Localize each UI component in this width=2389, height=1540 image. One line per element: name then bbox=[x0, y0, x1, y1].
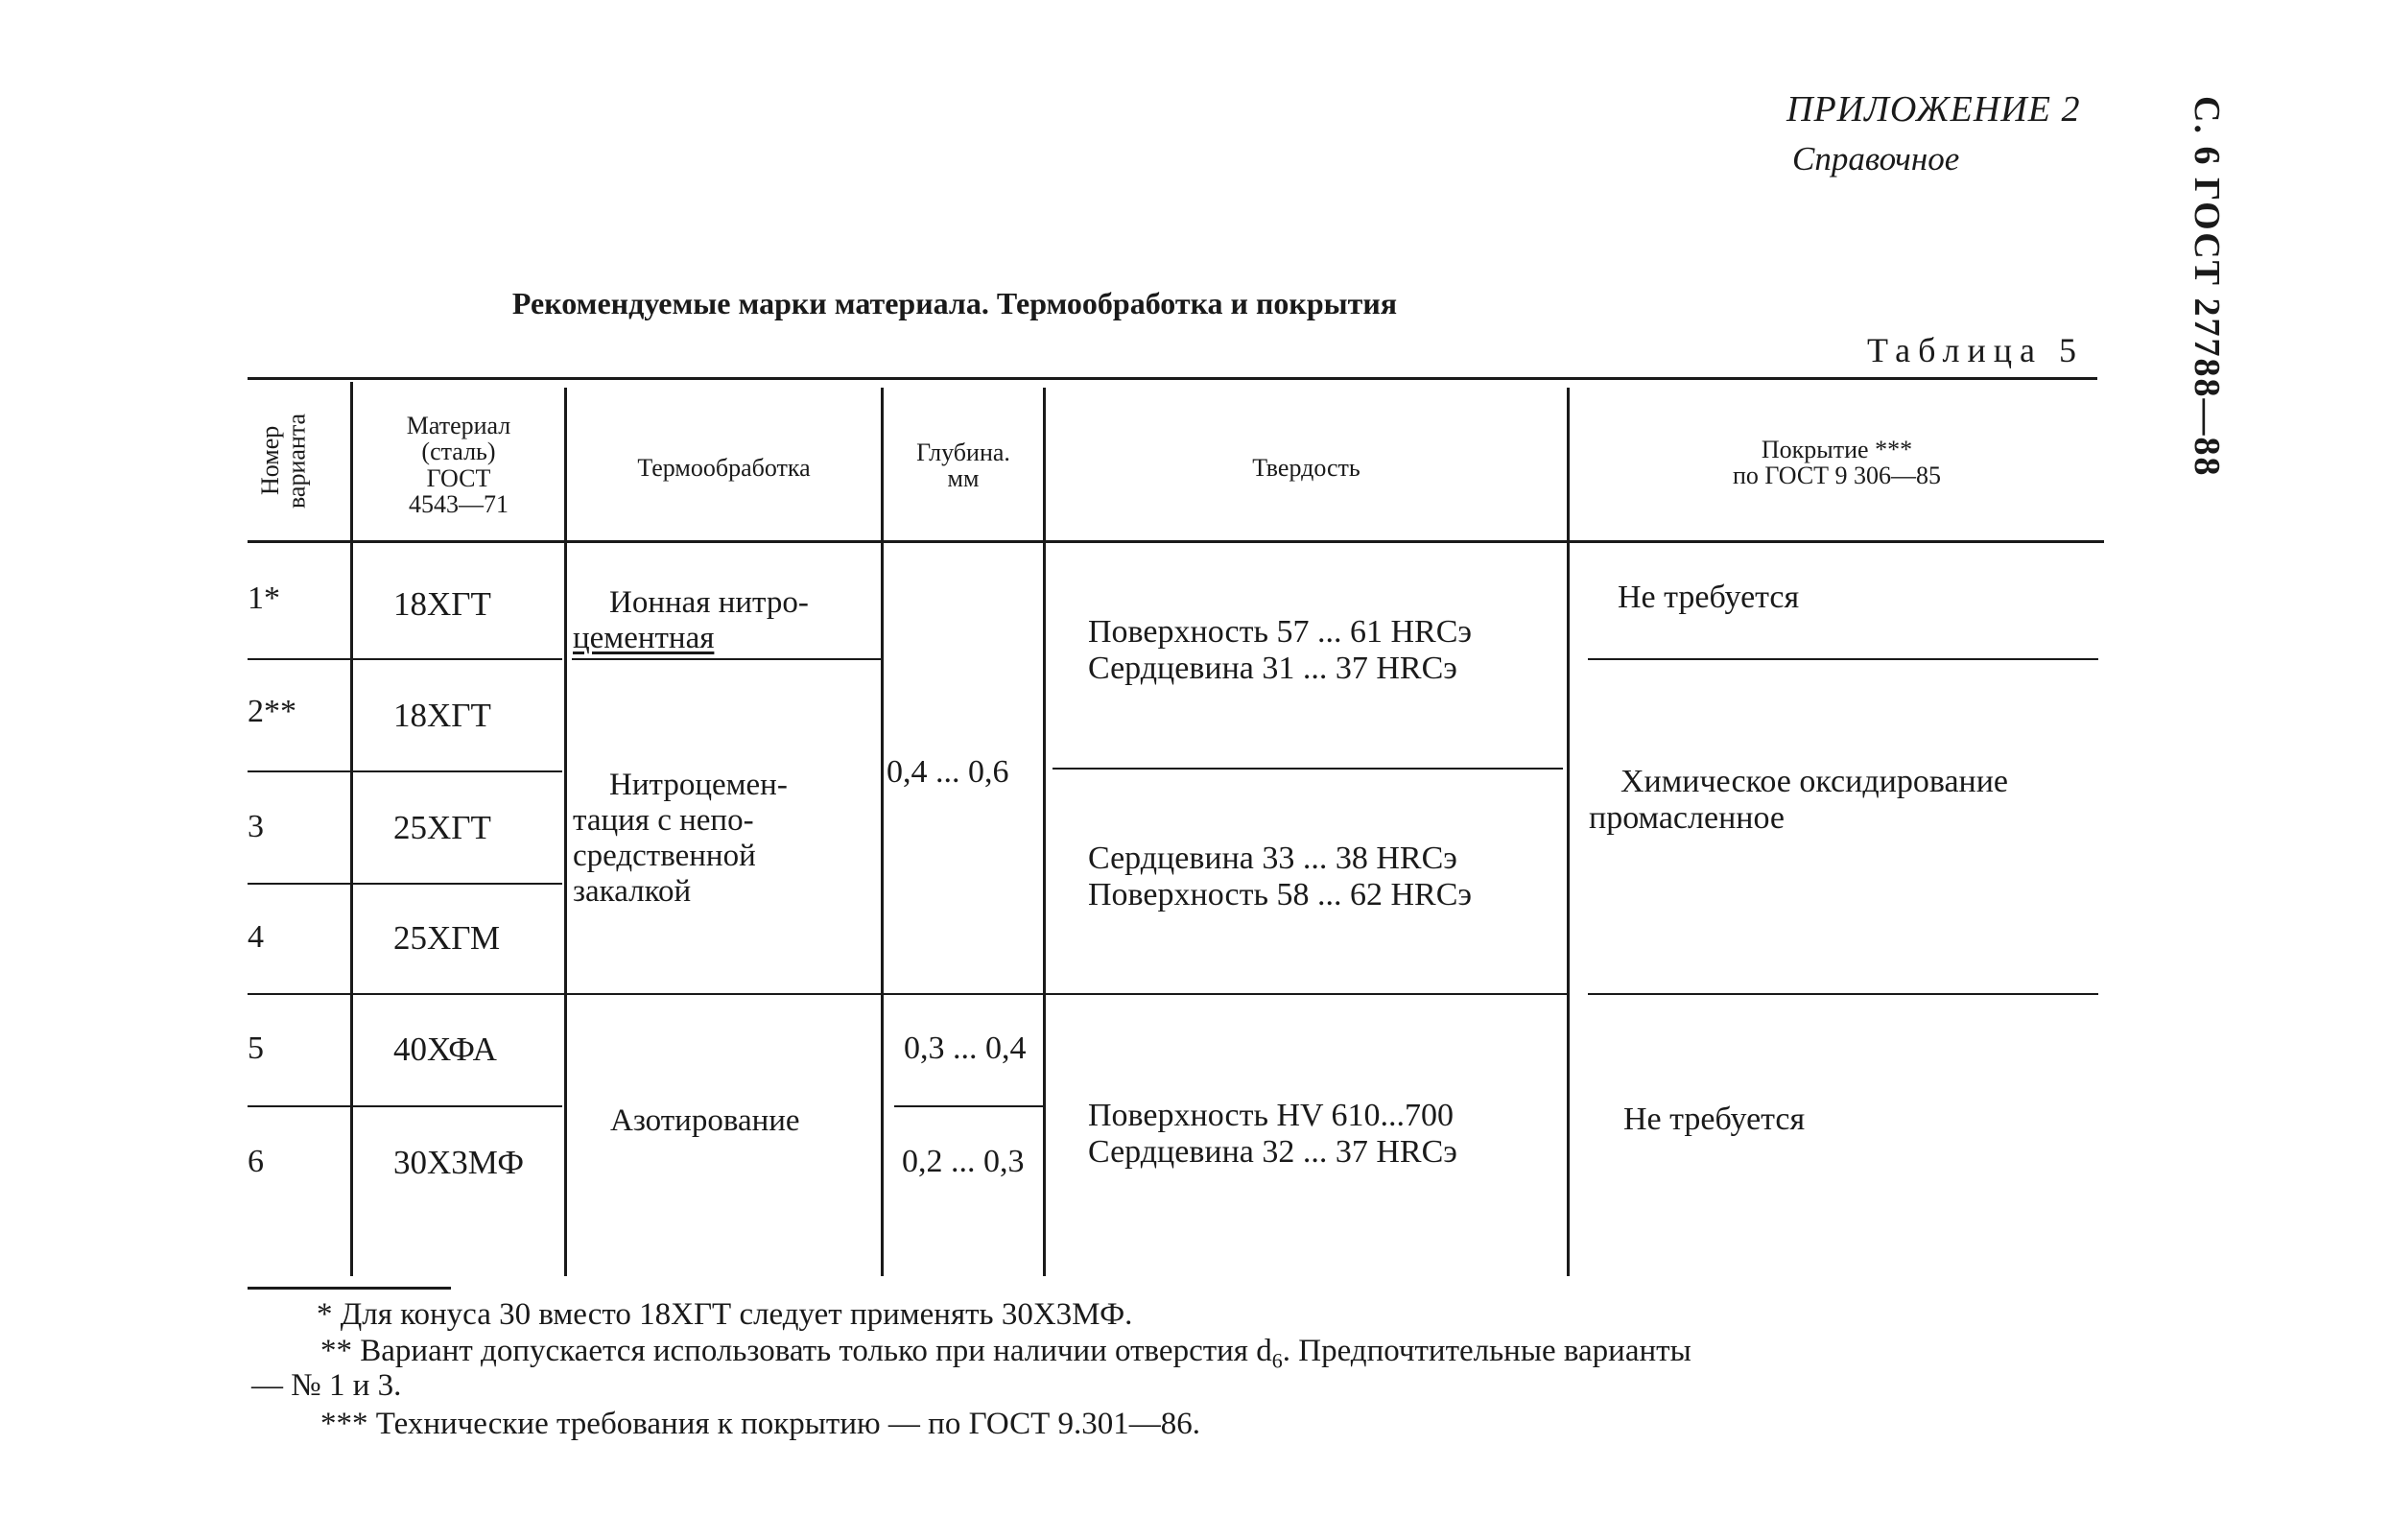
table-top-rule bbox=[248, 377, 2097, 380]
coating-group-1: Не требуется bbox=[1618, 580, 1800, 615]
row-sep bbox=[248, 658, 562, 660]
variant-number: 3 bbox=[248, 809, 264, 844]
coating-group-3: Не требуется bbox=[1623, 1102, 1806, 1137]
header-variant: Номер варианта bbox=[256, 413, 311, 509]
footnote-3: *** Технические требования к покрытию — по ГОСТ 9.301—86. bbox=[320, 1407, 1200, 1441]
material-grade: 30Х3МФ bbox=[393, 1144, 525, 1181]
variant-number: 4 bbox=[248, 919, 264, 955]
table-title: Рекомендуемые марки материала. Термообработка и покрытия bbox=[511, 286, 1398, 320]
footnote-divider bbox=[248, 1287, 451, 1290]
heat-treatment-nitrocarburizing: Нитроцемен- тация с непо- средственной закалкой bbox=[573, 768, 788, 909]
heat-sep bbox=[572, 658, 881, 660]
header-material: Материал (сталь) ГОСТ 4543—71 bbox=[406, 412, 511, 518]
header-depth: Глубина. мм bbox=[916, 438, 1010, 493]
col-sep-5 bbox=[1567, 388, 1570, 1276]
variant-number: 6 bbox=[248, 1144, 264, 1179]
col-sep-2 bbox=[564, 388, 567, 1276]
heat-treatment-nitriding: Азотирование bbox=[610, 1103, 800, 1138]
row-sep bbox=[248, 883, 562, 885]
header-bottom-rule bbox=[248, 540, 2104, 543]
row-sep bbox=[248, 993, 881, 995]
footnote-2-continuation: — № 1 и 3. bbox=[251, 1368, 402, 1403]
header-hardness: Твердость bbox=[1252, 454, 1360, 482]
hardness-group-1: Поверхность 57 ... 61 HRCэ Сердцевина 31 ... 37 HRCэ bbox=[1088, 614, 1472, 687]
row-sep bbox=[248, 1105, 562, 1107]
appendix-subtitle: Справочное bbox=[1792, 140, 1960, 178]
header-coating: Покрытие *** по ГОСТ 9 306—85 bbox=[1732, 436, 1942, 490]
material-grade: 25ХГТ bbox=[393, 809, 491, 846]
depth-sep bbox=[881, 993, 1043, 995]
depth-value: 0,2 ... 0,3 bbox=[902, 1144, 1025, 1179]
depth-value: 0,3 ... 0,4 bbox=[904, 1031, 1027, 1066]
header-heat-treatment: Термообработка bbox=[637, 454, 811, 482]
variant-number: 5 bbox=[248, 1031, 264, 1066]
hardness-group-3: Поверхность HV 610...700 Сердцевина 32 ... 37 HRCэ bbox=[1088, 1098, 1457, 1171]
depth-value: 0,4 ... 0,6 bbox=[887, 754, 1009, 790]
hardness-group-2: Сердцевина 33 ... 38 HRCэ Поверхность 58 ... 62 HRCэ bbox=[1088, 841, 1472, 913]
material-grade: 18ХГТ bbox=[393, 585, 491, 623]
hardness-sep bbox=[1053, 768, 1563, 770]
variant-number: 1* bbox=[248, 580, 280, 616]
coating-sep bbox=[1588, 993, 2098, 995]
col-sep-4 bbox=[1043, 388, 1046, 1276]
coating-group-2: Химическое оксидирование промасленное bbox=[1589, 764, 2009, 837]
coating-sep bbox=[1588, 658, 2098, 660]
hardness-sep bbox=[1043, 993, 1567, 995]
col-sep-3 bbox=[881, 388, 884, 1276]
material-grade: 40ХФА bbox=[393, 1031, 497, 1068]
appendix-title: ПРИЛОЖЕНИЕ 2 bbox=[1786, 89, 2081, 130]
page-side-label: С. 6 ГОСТ 27788—88 bbox=[2187, 96, 2227, 478]
variant-number: 2** bbox=[248, 694, 296, 729]
footnote-1: * Для конуса 30 вместо 18ХГТ следует применять 30Х3МФ. bbox=[317, 1297, 1133, 1332]
row-sep bbox=[248, 770, 562, 772]
heat-treatment-ionic: Ионная нитро- цементная bbox=[573, 585, 809, 655]
table-number: Таблица 5 bbox=[1867, 331, 2084, 369]
material-grade: 25ХГМ bbox=[393, 919, 501, 957]
footnote-2: ** Вариант допускается использовать только при наличии отверстия $d_6$. Предпочтительные варианты bbox=[320, 1334, 1691, 1373]
material-grade: 18ХГТ bbox=[393, 697, 491, 734]
depth-sep bbox=[894, 1105, 1043, 1107]
